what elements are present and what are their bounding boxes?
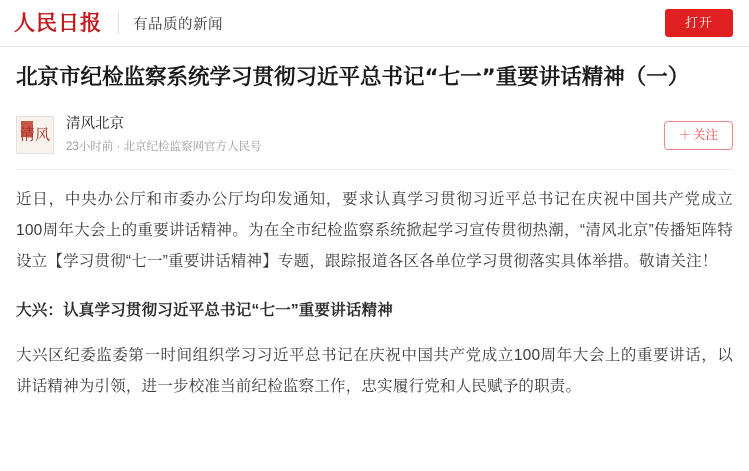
header-divider	[0, 46, 749, 47]
top-bar	[0, 0, 749, 46]
article-container	[0, 63, 749, 402]
article-paragraph: 大兴区纪委监委第一时间组织学习习近平总书记在庆祝中国共产党成立100周年大会上的重要讲话，以讲话精神为引领，进一步校准当前纪检监察工作，忠实履行党和人民赋予的职责。	[16, 347, 733, 396]
follow-button[interactable]	[664, 121, 733, 150]
content-divider	[16, 169, 733, 170]
article-subheading: 大兴：认真学习贯彻习近平总书记“七一”重要讲话精神	[16, 302, 394, 320]
author-row	[16, 113, 733, 157]
brand-divider	[118, 12, 119, 34]
people-daily-logo[interactable]: 人民日报	[14, 9, 102, 35]
open-app-button[interactable]: 打开	[665, 9, 733, 37]
author-name[interactable]: 清风北京	[66, 116, 124, 133]
avatar[interactable]	[16, 116, 54, 154]
author-info	[66, 115, 262, 155]
page-title: 北京市纪检监察系统学习贯彻习近平总书记“七一”重要讲话精神（一）	[16, 65, 690, 90]
follow-button-label: 关注	[692, 127, 718, 142]
article-paragraph: 近日，中央办公厅和市委办公厅均印发通知，要求认真学习贯彻习近平总书记在庆祝中国共产党成立100周年大会上的重要讲话精神。为在全市纪检监察系统掀起学习宣传贯彻热潮，“清风北京”传播矩阵特设立【学习贯彻“七一”重要讲话精神】专题，跟踪报道各区各单位学习贯彻落实具体举措。敬请关注！	[16, 191, 733, 271]
plus-icon: ＋	[678, 127, 691, 142]
brand-slogan: 有品质的新闻	[133, 16, 223, 33]
avatar-label: 清风	[19, 125, 50, 144]
author-meta: 23小时前 · 北京纪检监察网官方人民号	[66, 140, 262, 153]
